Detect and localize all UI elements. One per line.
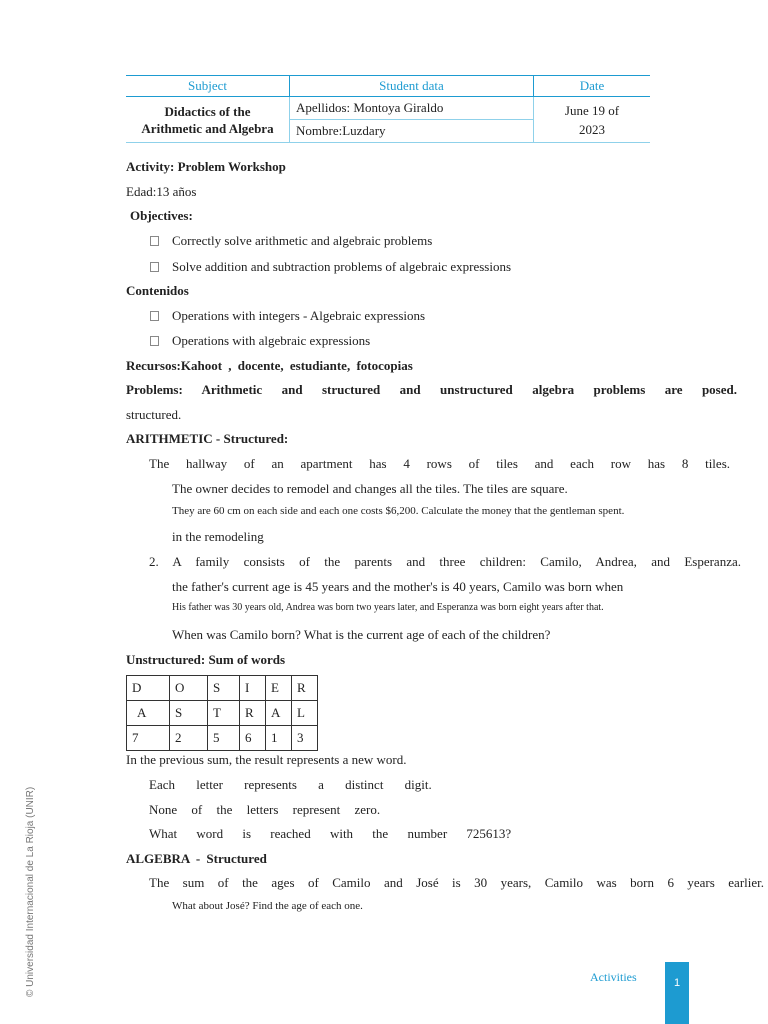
- grid-cell: E: [266, 676, 292, 701]
- problem-1-line-2: The owner decides to remodel and changes all the tiles. The tiles are square.: [172, 481, 568, 496]
- grid-cell: 7: [127, 726, 170, 751]
- problem-2-line-3: His father was 30 years old, Andrea was born two years later, and Esperanza was born eight years after that.: [172, 602, 604, 613]
- grid-row: [127, 676, 318, 701]
- problem-2-line-4: When was Camilo born? What is the current age of each of the children?: [172, 627, 551, 642]
- subject-header: Subject: [126, 76, 290, 97]
- checkbox-bullet-icon: [150, 311, 159, 321]
- grid-cell: A: [266, 701, 292, 726]
- apellidos-cell: Apellidos: Montoya Giraldo: [290, 97, 534, 120]
- word-sum-grid: [126, 675, 318, 751]
- contenido-item: Operations with algebraic expressions: [150, 333, 370, 349]
- grid-cell: A: [127, 701, 170, 726]
- grid-cell: 5: [208, 726, 240, 751]
- grid-row: [127, 726, 318, 751]
- subject-line-2: Arithmetic and Algebra: [141, 120, 274, 136]
- grid-cell: R: [292, 676, 318, 701]
- unstructured-line-1: In the previous sum, the result represents a new word.: [126, 752, 407, 767]
- unstructured-line-2: Each letter represents a distinct digit.: [149, 777, 432, 792]
- copyright-sidebar: © Universidad Internacional de La Rioja (UNIR): [25, 786, 36, 997]
- problems-continuation: structured.: [126, 407, 182, 422]
- algebra-line-2: What about José? Find the age of each one.: [172, 900, 363, 912]
- activity-title: Activity: Problem Workshop: [126, 159, 286, 174]
- subject-cell: [126, 97, 290, 143]
- problem-2-line-2: the father's current age is 45 years and the mother's is 40 years, Camilo was born when: [172, 579, 624, 594]
- grid-cell: S: [170, 701, 208, 726]
- nombre-cell: Nombre:Luzdary: [290, 120, 534, 143]
- unstructured-line-4: What word is reached with the number 725613?: [149, 826, 512, 841]
- grid-cell: I: [240, 676, 266, 701]
- objective-item: Correctly solve arithmetic and algebraic problems: [150, 233, 432, 249]
- date-cell: [534, 97, 651, 143]
- page-number-tab: 1: [665, 962, 689, 1024]
- grid-cell: 3: [292, 726, 318, 751]
- header-table: [126, 75, 650, 143]
- algebra-line-1: The sum of the ages of Camilo and José is 30 years, Camilo was born 6 years earlier.: [149, 875, 764, 890]
- checkbox-bullet-icon: [150, 236, 159, 246]
- grid-cell: R: [240, 701, 266, 726]
- problems-line: Problems: Arithmetic and structured and unstructured algebra problems are posed.: [126, 382, 737, 397]
- date-line-1: June 19 of: [564, 102, 620, 118]
- problem-2-line-1: 2. A family consists of the parents and three children: Camilo, Andrea, and Esperanza.: [149, 554, 741, 569]
- grid-cell: 2: [170, 726, 208, 751]
- grid-cell: T: [208, 701, 240, 726]
- arithmetic-title: ARITHMETIC - Structured:: [126, 431, 289, 446]
- grid-cell: O: [170, 676, 208, 701]
- algebra-title: ALGEBRA - Structured: [126, 851, 267, 866]
- checkbox-bullet-icon: [150, 262, 159, 272]
- checkbox-bullet-icon: [150, 336, 159, 346]
- student-data-header: Student data: [290, 76, 534, 97]
- date-line-2: 2023: [579, 121, 605, 137]
- edad-text: Edad:13 años: [126, 184, 197, 199]
- contenidos-title: Contenidos: [126, 283, 189, 298]
- grid-cell: 1: [266, 726, 292, 751]
- recursos-text: Recursos:Kahoot , docente, estudiante, fotocopias: [126, 358, 413, 373]
- grid-cell: S: [208, 676, 240, 701]
- problem-1-line-1: The hallway of an apartment has 4 rows of tiles and each row has 8 tiles.: [149, 456, 730, 471]
- grid-row: [127, 701, 318, 726]
- grid-cell: D: [127, 676, 170, 701]
- problem-1-line-3: They are 60 cm on each side and each one costs $6,200. Calculate the money that the gentleman spent.: [172, 505, 625, 517]
- contenido-item: Operations with integers - Algebraic expressions: [150, 308, 425, 324]
- problem-1-line-4: in the remodeling: [172, 529, 264, 544]
- grid-cell: L: [292, 701, 318, 726]
- unstructured-line-3: None of the letters represent zero.: [149, 802, 381, 817]
- objective-item: Solve addition and subtraction problems of algebraic expressions: [150, 259, 511, 275]
- subject-line-1: Didactics of the: [164, 103, 251, 119]
- grid-cell: 6: [240, 726, 266, 751]
- objectives-title: Objectives:: [130, 208, 193, 223]
- footer-activities-label: Activities: [590, 970, 637, 984]
- unstructured-title: Unstructured: Sum of words: [126, 652, 286, 667]
- date-header: Date: [534, 76, 651, 97]
